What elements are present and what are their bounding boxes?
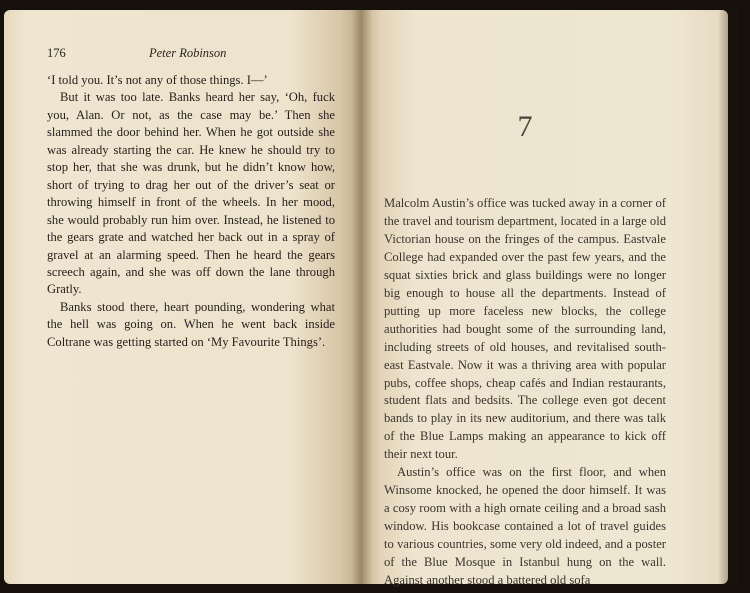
page-number: 176: [47, 46, 66, 60]
left-page-body: [47, 72, 335, 351]
paragraph: But it was too late. Banks heard her say, ‘Oh, fuck you, Alan. Or not, as the case may be.’ Then she slammed the door behind her. When he got outside she was already starting the car. He knew he should try to stop her, that she was drunk, but he didn’t know how, short of trying to drag her out of the driver’s seat or throwing himself in front of the wheels. In her mood, she would probably run him over. Instead, he listened to the gears grate and watched her back out in a spray of gravel at an alarming speed. Then he heard the gears screech again, and she was off down the lane through Gratly.: [47, 90, 335, 297]
book-gutter: [352, 10, 372, 584]
paragraph: Austin’s office was on the first floor, and when Winsome knocked, he opened the door himself. It was a cosy room with a high ornate ceiling and a broad sash window. His bookcase contained a lot of travel guides to various countries, some very old indeed, and a poster of the Blue Mosque in Istanbul hung on the wall. Against another stood a battered old sofa: [384, 465, 666, 588]
paragraph: Banks stood there, heart pounding, wondering what the hell was going on. When he went back inside Coltrane was getting started on ‘My Favourite Things’.: [47, 299, 335, 349]
page-edge-shadow: [718, 10, 738, 584]
running-head-author: Peter Robinson: [149, 46, 227, 60]
paragraph: ‘I told you. It’s not any of those things. I—’: [47, 73, 268, 87]
chapter-number: 7: [517, 110, 533, 143]
paragraph: Malcolm Austin’s office was tucked away in a corner of the travel and tourism department, located in a large old Victorian house on the fringes of the campus. Eastvale College had expanded over the past few years, and the squat sixties brick and glass buildings were no longer big enough to house all the departments. Instead of putting up more faceless new blocks, the college authorities had bought some of the surrounding land, including streets of old houses, and revitalised south-east Eastvale. Now it was a thriving area with popular pubs, coffee shops, cheap cafés and Indian restaurants, student flats and bedsits. The college even got decent bands to play in its new auditorium, and there was talk of the Blue Lamps making an appearance to kick off their next tour.: [384, 196, 666, 462]
right-page-body: [384, 195, 666, 590]
